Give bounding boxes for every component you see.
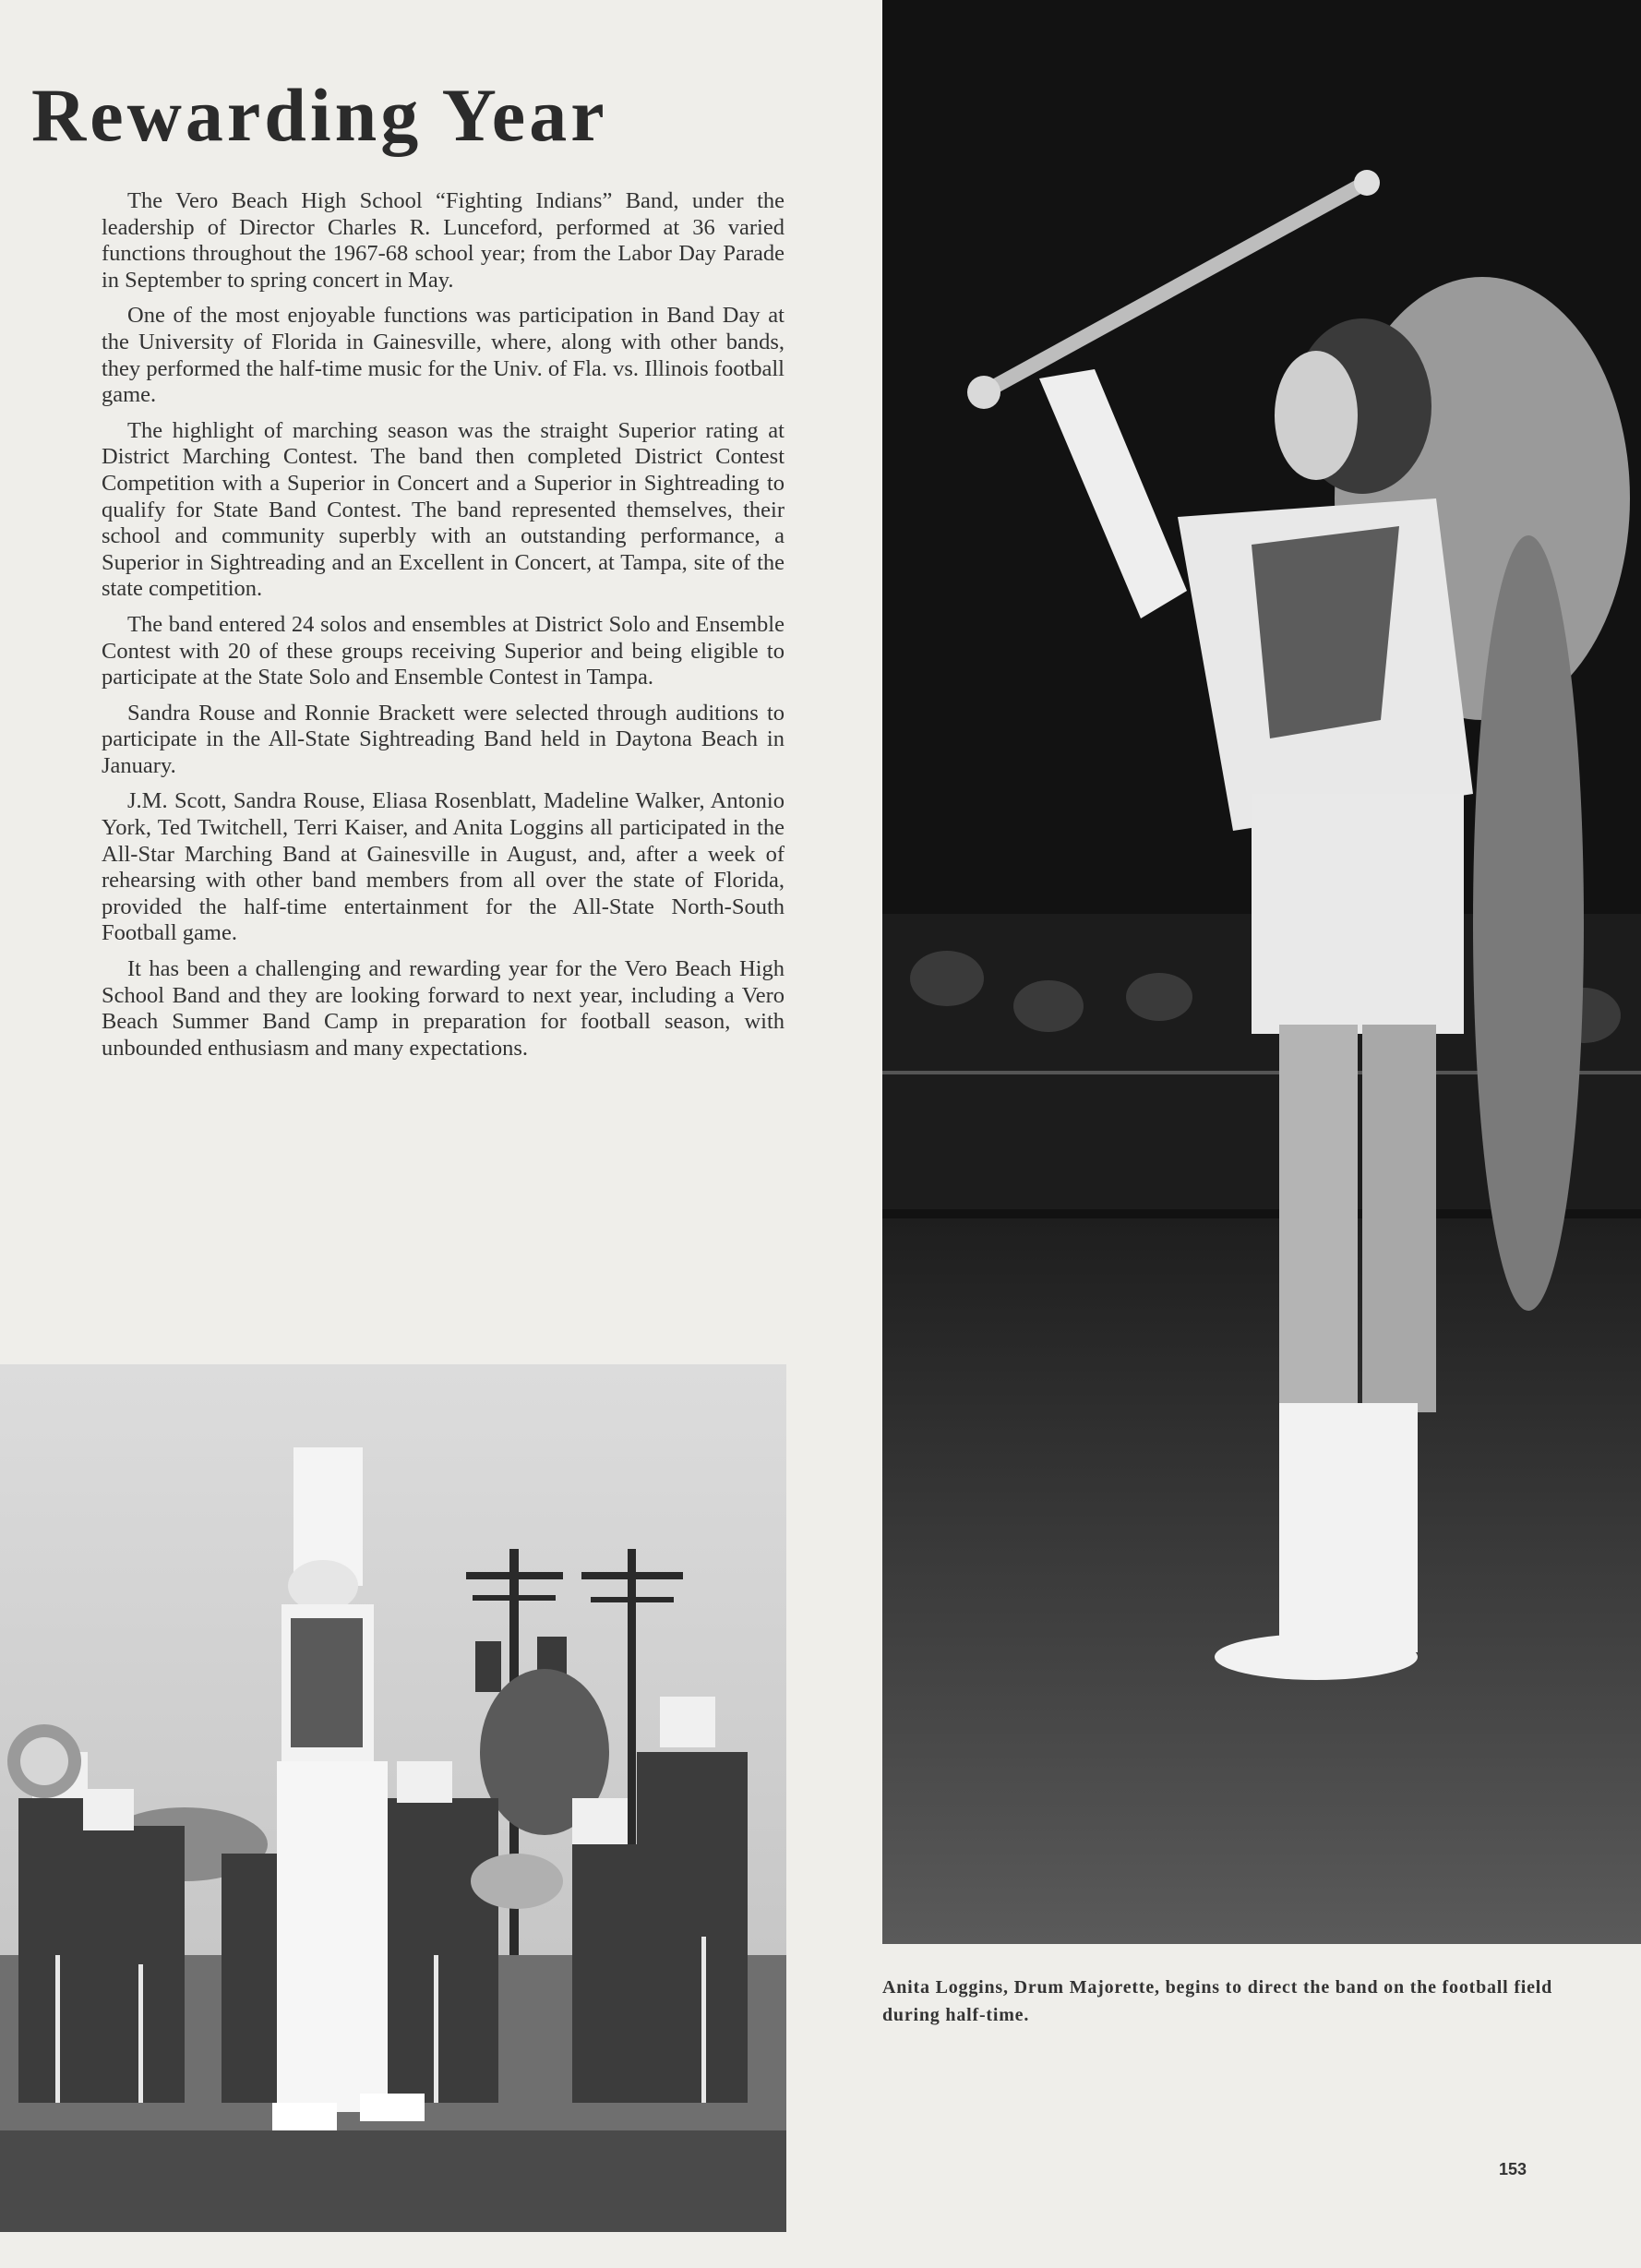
drum-majorette-photo	[882, 0, 1641, 1944]
article-paragraph: It has been a challenging and rewarding year for the Vero Beach High School Band and they are looking forward to next year, including a Vero Beach Summer Band Camp in preparation for football season, with unbounded enthusiasm and many expectations.	[102, 956, 785, 1061]
page-number: 153	[1499, 2160, 1527, 2178]
article-paragraph: The band entered 24 solos and ensembles at District Solo and Ensemble Contest with 20 of these groups receiving Superior and being eligible to participate at the State Solo and Ensemble Contest in Tampa.	[102, 611, 785, 690]
marching-band-photo	[0, 1364, 786, 2232]
article-paragraph: Sandra Rouse and Ronnie Brackett were selected through auditions to participate in the All-State Sightreading Band held in Daytona Beach in January.	[102, 700, 785, 778]
article-paragraph: The highlight of marching season was the straight Superior rating at District Marching Contest. The band then completed District Contest Competition with a Superior in Concert and a Superior in Sightreading to qualify for State Band Contest. The band represented themselves, their school and community superbly with an outstanding performance, a Superior in Sightreading and an Excellent in Concert, at Tampa, site of the state competition.	[102, 417, 785, 602]
page-title: Rewarding Year	[31, 73, 608, 157]
article-paragraph: The Vero Beach High School “Fighting Indians” Band, under the leadership of Director Charles R. Lunceford, performed at 36 varied functions throughout the 1967-68 school year; from the Labor Day Parade in September to spring concert in May.	[102, 188, 785, 293]
photo-caption: Anita Loggins, Drum Majorette, begins to direct the band on the football field during half-time.	[882, 1977, 1553, 2025]
article-body	[102, 188, 785, 1071]
article-paragraph: J.M. Scott, Sandra Rouse, Eliasa Rosenblatt, Madeline Walker, Antonio York, Ted Twitchell, Terri Kaiser, and Anita Loggins all participated in the All-Star Marching Band at Gainesville in August, and, after a week of rehearsing with other band members from all over the state of Florida, provided the half-time entertainment for the All-State North-South Football game.	[102, 788, 785, 946]
article-paragraph: One of the most enjoyable functions was participation in Band Day at the University of Florida in Gainesville, where, along with other bands, they performed the half-time music for the Univ. of Fla. vs. Illinois football game.	[102, 303, 785, 408]
